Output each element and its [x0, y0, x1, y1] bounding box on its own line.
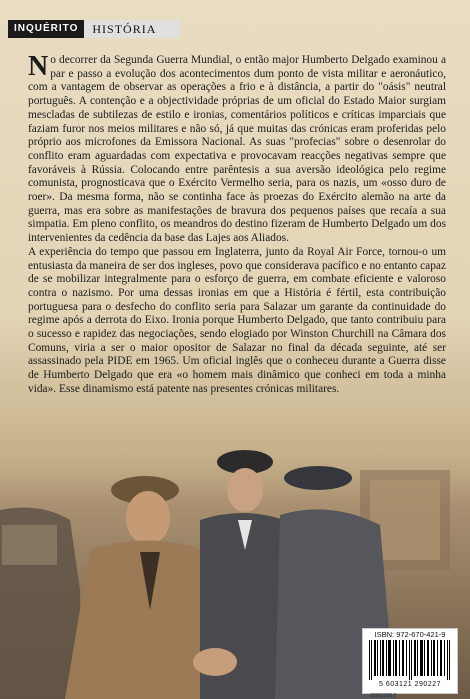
blurb-paragraph-2 [28, 246, 446, 397]
drop-cap: N [28, 51, 49, 82]
barcode-number: 5 603121 290227 [379, 681, 441, 688]
paragraph-1-text: o decorrer da Segunda Guerra Mundial, o então major Humberto Delgado examinou a par e passo a evolução dos acontecimentos dum ponto de vista militar e aeronáutico, com a vantagem de observar as operações a frio e à distância, a partir do "oásis" neutral português. A contenção e a objectividade próprias de um oficial do Estado Maior surgiam mescladas de subtilezas de estilo e ironias, comentários políticos e críticas imparciais que faziam furor nos meios militares e não só, já que muitas das crónicas eram proferidas pelo próprio aos microfones da Emissora Nacional. As suas "profecias" sobre o desenrolar do conflito eram aguardadas com expectativa e provocavam reacções negativas sempre que favoráveis à Rússia. Colocando entre parêntesis a sua aversão ideológica pelo regime comunista, prognosticava que o Exército Vermelho seria, para os nazis, um «osso duro de roer». Da mesma forma, não se continha face às proezas do Exército alemão na arte da guerra, mas era sobre as manifestações de bravura dos pequenos países que recaía a sua simpatia. Em pleno conflito, os meandros do destino fizeram de Humberto Delgado um dos intervenientes da cedência da base das Lajes aos Aliados. [28, 54, 446, 245]
blurb-text [28, 51, 446, 397]
barcode-icon [367, 640, 453, 680]
isbn-barcode-box [362, 628, 458, 694]
blurb-paragraph-1 [28, 51, 446, 246]
paragraph-2-text: A experiência do tempo que passou em Inglaterra, junto da Royal Air Force, tornou-o um entusiasta da maneira de ser dos ingleses, povo que considerava pacífico e no entanto capaz de se mobilizar integralmente para o esforço de guerra, em combate eficiente e valoroso contra o nazismo. Por uma dessas ironias em que a História é fértil, esta contribuição portuguesa para o desfecho do conflito seria para Salazar um garante da continuidade do regime após a derrota do Eixo. Ironia porque Humberto Delgado, que tanto contribuiu para o sucesso e rapidez das negociações, sendo elogiado por Winston Churchill na Câmara dos Comuns, viria a ser o maior opositor de Salazar no final da década seguinte, até ser assassinado pela PIDE em 1965. Um oficial inglês que o conheceu durante a Guerra disse de Humberto Delgado que era «o homem mais dinâmico que conheci em toda a minha vida». Esse dinamismo está patente nas presentes crónicas militares. [28, 245, 446, 395]
section-label: HISTÓRIA [84, 20, 180, 38]
series-label: INQUÉRITO [8, 20, 84, 38]
isbn-label: ISBN: 972-670-421-9 [374, 630, 446, 639]
series-header [8, 20, 180, 38]
internal-code: 82902208 2 [370, 693, 397, 699]
